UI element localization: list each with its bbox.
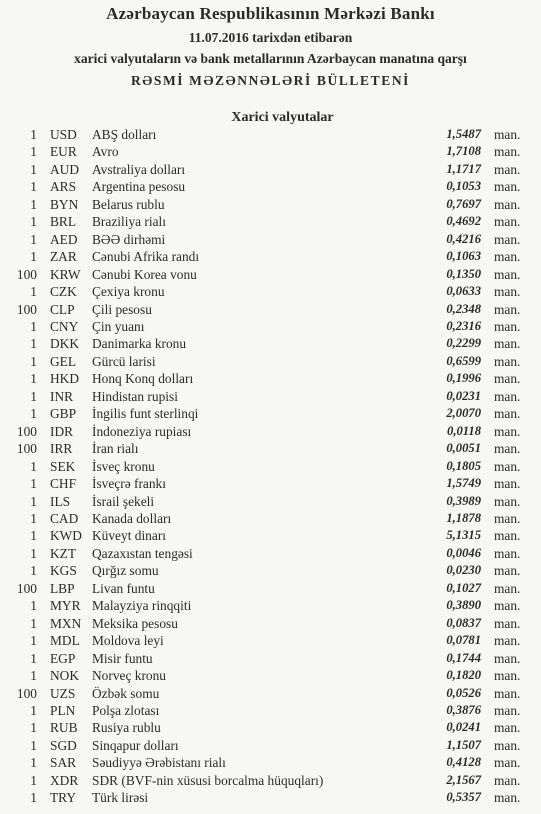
currency-code: XDR	[50, 772, 79, 788]
rate-row	[0, 266, 541, 283]
rate-row	[0, 754, 541, 771]
quantity: 100	[16, 301, 37, 317]
rate-row	[0, 772, 541, 789]
quantity: 1	[30, 737, 37, 753]
currency-code: CZK	[50, 284, 77, 300]
currency-unit: man.	[494, 318, 521, 334]
rate-row	[0, 423, 541, 440]
currency-unit: man.	[494, 772, 521, 788]
currency-name: Özbək somu	[92, 685, 160, 701]
currency-code: ILS	[50, 493, 71, 509]
currency-name: Çili pesosu	[92, 301, 152, 317]
exchange-rate: 1,7108	[446, 144, 481, 159]
currency-unit: man.	[494, 441, 521, 457]
currency-unit: man.	[494, 790, 521, 806]
currency-unit: man.	[494, 196, 521, 212]
currency-name: Livan funtu	[92, 580, 155, 596]
currency-name: Argentina pesosu	[92, 179, 186, 195]
currency-code: CNY	[50, 318, 79, 334]
currency-unit: man.	[494, 214, 521, 230]
exchange-rate: 0,3890	[446, 598, 481, 613]
currency-code: BYN	[50, 196, 79, 212]
currency-code: ARS	[50, 179, 77, 195]
currency-code: KWD	[50, 528, 82, 544]
rate-row	[0, 597, 541, 614]
currency-code: TRY	[50, 790, 77, 806]
currency-unit: man.	[494, 266, 521, 282]
currency-code: BRL	[50, 214, 77, 230]
currency-name: İran rialı	[92, 441, 139, 457]
currency-code: AUD	[50, 161, 80, 177]
exchange-rate: 0,0231	[446, 388, 481, 403]
currency-code: KGS	[50, 563, 77, 579]
exchange-rate: 0,4216	[446, 231, 481, 246]
currency-unit: man.	[494, 458, 521, 474]
rate-row	[0, 318, 541, 335]
quantity: 1	[30, 284, 37, 300]
quantity: 1	[30, 353, 37, 369]
rate-row	[0, 527, 541, 544]
quantity: 1	[30, 476, 37, 492]
rate-row	[0, 702, 541, 719]
exchange-rate: 1,5487	[446, 127, 481, 141]
rate-row	[0, 161, 541, 178]
currency-code: MDL	[50, 633, 80, 649]
currency-name: Küveyt dinarı	[92, 528, 167, 544]
exchange-rate: 1,1507	[446, 737, 481, 752]
exchange-rate: 0,1744	[446, 650, 481, 665]
exchange-rate: 0,4692	[446, 214, 481, 229]
exchange-rate: 1,1717	[446, 161, 481, 176]
currency-name: Rusiya rublu	[92, 720, 161, 736]
exchange-rate: 1,1878	[446, 510, 481, 525]
currency-unit: man.	[494, 406, 521, 422]
quantity: 1	[30, 144, 37, 160]
exchange-rate: 0,3876	[446, 702, 481, 717]
exchange-rate: 2,1567	[446, 772, 481, 787]
exchange-rate: 0,1996	[446, 371, 481, 386]
currency-code: CAD	[50, 510, 79, 526]
currency-unit: man.	[494, 755, 521, 771]
currency-unit: man.	[494, 144, 521, 160]
currency-code: SGD	[50, 737, 77, 753]
exchange-rate: 0,0837	[446, 615, 481, 630]
currency-code: SEK	[50, 458, 76, 474]
exchange-rate: 0,6599	[446, 353, 481, 368]
quantity: 100	[16, 685, 37, 701]
currency-code: KZT	[50, 545, 77, 561]
exchange-rate: 0,0118	[447, 423, 481, 438]
rate-row	[0, 405, 541, 422]
currency-code: AED	[50, 231, 78, 247]
currency-code: HKD	[50, 371, 80, 387]
exchange-rate: 2,0070	[446, 406, 481, 421]
quantity: 1	[30, 458, 37, 474]
quantity: 1	[30, 179, 37, 195]
quantity: 100	[16, 423, 37, 439]
currency-unit: man.	[494, 249, 521, 265]
bulletin-title: RƏSMİ MƏZƏNNƏLƏRİ BÜLLETENİ	[130, 73, 411, 88]
rate-row	[0, 632, 541, 649]
currency-name: Türk lirəsi	[92, 790, 149, 806]
currency-name: Kanada dolları	[92, 510, 172, 526]
quantity: 1	[30, 493, 37, 509]
exchange-rate: 0,0230	[446, 563, 481, 578]
quantity: 1	[30, 214, 37, 230]
currency-code: PLN	[50, 702, 76, 718]
exchange-rate: 0,0526	[446, 685, 481, 700]
quantity: 1	[30, 563, 37, 579]
currency-name: İsrail şekeli	[92, 493, 155, 509]
currency-unit: man.	[494, 615, 521, 631]
quantity: 1	[30, 249, 37, 265]
rates-table	[0, 126, 541, 807]
exchange-rate: 0,2316	[446, 318, 481, 333]
currency-code: ZAR	[50, 249, 77, 265]
exchange-rate: 0,5357	[446, 790, 481, 805]
quantity: 1	[30, 598, 37, 614]
quantity: 1	[30, 668, 37, 684]
rate-row	[0, 283, 541, 300]
currency-code: NOK	[50, 668, 80, 684]
quantity: 1	[30, 196, 37, 212]
currency-name: İngilis funt sterlinqi	[92, 406, 199, 422]
currency-name: Moldova leyi	[92, 633, 164, 649]
rate-row	[0, 545, 541, 562]
quantity: 100	[16, 266, 37, 282]
currency-name: Braziliya rialı	[92, 214, 166, 230]
rate-row	[0, 248, 541, 265]
currency-name: Cənubi Afrika randı	[92, 249, 200, 265]
currency-code: SAR	[50, 755, 77, 771]
currency-name: Səudiyyə Ərəbistanı rialı	[92, 755, 226, 771]
quantity: 1	[30, 406, 37, 422]
rate-row	[0, 178, 541, 195]
currency-unit: man.	[494, 702, 521, 718]
rate-row	[0, 737, 541, 754]
rate-row	[0, 667, 541, 684]
currency-name: Misir funtu	[92, 650, 153, 666]
rate-row	[0, 475, 541, 492]
currency-code: MXN	[50, 615, 82, 631]
rate-row	[0, 196, 541, 213]
currency-unit: man.	[494, 388, 521, 404]
currency-code: EUR	[50, 144, 77, 160]
currency-unit: man.	[494, 336, 521, 352]
rate-row	[0, 458, 541, 475]
currency-unit: man.	[494, 545, 521, 561]
currency-unit: man.	[494, 161, 521, 177]
currency-unit: man.	[494, 528, 521, 544]
quantity: 1	[30, 772, 37, 788]
currency-code: DKK	[50, 336, 80, 352]
currency-name: Polşa zlotası	[92, 702, 160, 718]
currency-name: Avstraliya dolları	[92, 161, 186, 177]
quantity: 1	[30, 127, 37, 142]
currency-name: Danimarka kronu	[92, 336, 187, 352]
currency-unit: man.	[494, 493, 521, 509]
exchange-rate: 0,1350	[446, 266, 481, 281]
currency-unit: man.	[494, 284, 521, 300]
quantity: 100	[16, 441, 37, 457]
currency-code: EGP	[50, 650, 76, 666]
currency-unit: man.	[494, 127, 521, 142]
currency-unit: man.	[494, 179, 521, 195]
rate-row	[0, 562, 541, 579]
rate-row	[0, 388, 541, 405]
exchange-rate: 0,7697	[446, 196, 481, 211]
currency-code: RUB	[50, 720, 78, 736]
rate-row	[0, 231, 541, 248]
currency-name: Gürcü larisi	[92, 353, 156, 369]
exchange-rate: 0,0241	[446, 720, 481, 735]
currency-unit: man.	[494, 580, 521, 596]
exchange-rate: 0,0633	[446, 284, 481, 299]
currency-name: Hindistan rupisi	[92, 388, 178, 404]
currency-code: USD	[50, 127, 77, 142]
exchange-rate: 0,1063	[446, 249, 481, 264]
exchange-rate: 0,1820	[446, 668, 481, 683]
quantity: 1	[30, 388, 37, 404]
currency-name: Norveç kronu	[92, 668, 166, 684]
currency-name: ABŞ dolları	[92, 127, 157, 142]
currency-code: UZS	[50, 685, 76, 701]
section-title: Xarici valyutalar	[231, 110, 334, 125]
currency-unit: man.	[494, 231, 521, 247]
currency-code: IRR	[50, 441, 73, 457]
currency-name: İndoneziya rupiası	[92, 423, 192, 439]
exchange-rate: 1,5749	[446, 476, 481, 491]
currency-name: Sinqapur dolları	[92, 737, 179, 753]
currency-name: SDR (BVF-nin xüsusi borcalma hüquqları)	[92, 772, 324, 788]
exchange-rate: 0,0046	[446, 545, 481, 560]
rate-row	[0, 719, 541, 736]
currency-unit: man.	[494, 598, 521, 614]
quantity: 1	[30, 545, 37, 561]
currency-unit: man.	[494, 668, 521, 684]
currency-name: Qırğız somu	[92, 563, 159, 579]
exchange-rate: 0,1027	[446, 580, 481, 595]
currency-name: İsveç kronu	[92, 458, 155, 474]
exchange-rate: 0,4128	[446, 755, 481, 770]
currency-name: BƏƏ dirhəmi	[92, 231, 166, 247]
quantity: 1	[30, 755, 37, 771]
currency-code: IDR	[50, 423, 74, 439]
quantity: 1	[30, 790, 37, 806]
quantity: 1	[30, 371, 37, 387]
currency-code: CHF	[50, 476, 77, 492]
currency-unit: man.	[494, 476, 521, 492]
exchange-rate: 5,1315	[446, 528, 481, 543]
currency-name: Cənubi Korea vonu	[92, 266, 197, 282]
rate-row	[0, 685, 541, 702]
currency-name: Honq Konq dolları	[92, 371, 194, 387]
quantity: 1	[30, 633, 37, 649]
quantity: 1	[30, 510, 37, 526]
quantity: 1	[30, 161, 37, 177]
currency-unit: man.	[494, 650, 521, 666]
currency-name: Belarus rublu	[92, 196, 165, 212]
currency-unit: man.	[494, 737, 521, 753]
rate-row	[0, 335, 541, 352]
currency-code: GBP	[50, 406, 77, 422]
currency-unit: man.	[494, 510, 521, 526]
currency-code: CLP	[50, 301, 75, 317]
currency-unit: man.	[494, 353, 521, 369]
bank-title: Azərbaycan Respublikasının Mərkəzi Bankı	[106, 4, 435, 23]
exchange-rate: 0,2299	[446, 336, 481, 351]
currency-code: LBP	[50, 580, 75, 596]
quantity: 1	[30, 318, 37, 334]
bulletin-subtitle: xarici valyutaların və bank metallarının Azərbaycan manatına qarşı	[74, 51, 467, 66]
rate-row	[0, 353, 541, 370]
rate-row	[0, 143, 541, 160]
quantity: 1	[30, 650, 37, 666]
rate-row	[0, 615, 541, 632]
rate-row	[0, 650, 541, 667]
currency-code: MYR	[50, 598, 81, 614]
currency-unit: man.	[494, 720, 521, 736]
rate-row	[0, 440, 541, 457]
quantity: 100	[16, 580, 37, 596]
currency-unit: man.	[494, 563, 521, 579]
quantity: 1	[30, 702, 37, 718]
currency-name: Malayziya rinqqiti	[92, 598, 192, 614]
exchange-rate: 0,1805	[446, 458, 481, 473]
currency-code: INR	[50, 388, 74, 404]
quantity: 1	[30, 231, 37, 247]
rate-row	[0, 493, 541, 510]
quantity: 1	[30, 528, 37, 544]
currency-unit: man.	[494, 423, 521, 439]
effective-date: 11.07.2016 tarixdən etibarən	[188, 30, 353, 45]
currency-unit: man.	[494, 371, 521, 387]
rate-row	[0, 510, 541, 527]
currency-unit: man.	[494, 685, 521, 701]
quantity: 1	[30, 720, 37, 736]
currency-name: Çin yuanı	[92, 318, 145, 334]
exchange-rate: 0,0781	[446, 633, 481, 648]
exchange-rate: 0,3989	[446, 493, 481, 508]
currency-code: GEL	[50, 353, 77, 369]
currency-code: KRW	[50, 266, 81, 282]
rate-row	[0, 126, 541, 143]
rate-row	[0, 580, 541, 597]
currency-name: Meksika pesosu	[92, 615, 178, 631]
currency-unit: man.	[494, 633, 521, 649]
rate-row	[0, 789, 541, 806]
currency-name: İsveçrə frankı	[92, 476, 166, 492]
exchange-rate: 0,0051	[446, 441, 481, 456]
exchange-rate: 0,2348	[446, 301, 481, 316]
currency-name: Avro	[92, 144, 119, 160]
rate-row	[0, 301, 541, 318]
currency-name: Qazaxıstan tengəsi	[92, 545, 193, 561]
currency-name: Çexiya kronu	[92, 284, 165, 300]
currency-unit: man.	[494, 301, 521, 317]
quantity: 1	[30, 615, 37, 631]
exchange-rate: 0,1053	[446, 179, 481, 194]
rate-row	[0, 213, 541, 230]
rate-row	[0, 370, 541, 387]
quantity: 1	[30, 336, 37, 352]
